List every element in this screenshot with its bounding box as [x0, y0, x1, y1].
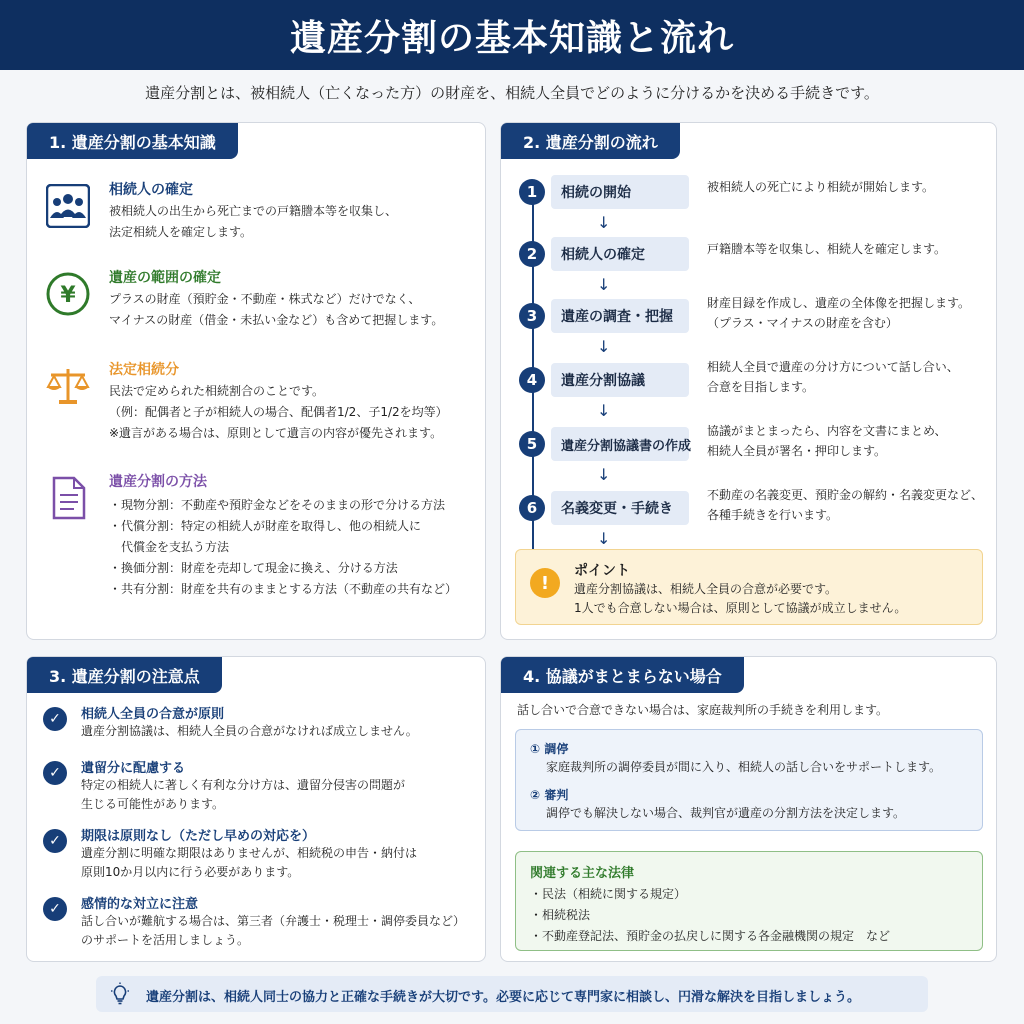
- yen-icon: [45, 271, 91, 317]
- flow-step: [519, 424, 989, 487]
- page-title: 遺産分割の基本知識と流れ: [0, 0, 1024, 70]
- knowledge-body: 被相続人の出生から死亡までの戸籍謄本等を収集し、 法定相続人を確定します。: [109, 204, 398, 239]
- step-label: 遺産分割協議: [551, 363, 689, 397]
- court-procedures-box: [515, 729, 983, 831]
- step-description: 戸籍謄本等を収集し、相続人を確定します。: [707, 242, 947, 256]
- flow-step: [519, 296, 989, 359]
- document-icon: [45, 475, 91, 521]
- step-description: 被相続人の死亡により相続が開始します。: [707, 180, 935, 194]
- caution-heading: 期限は原則なし（ただし早めの対応を）: [81, 829, 316, 844]
- knowledge-body: 民法で定められた相続割合のことです。 （例：配偶者と子が相続人の場合、配偶者1/2、子1/2を均等） ※遺言がある場合は、原則として遺言の内容が優先されます。: [109, 384, 448, 440]
- arrow-down-icon: ↓: [597, 529, 611, 548]
- step-number: 6: [519, 495, 545, 521]
- arrow-down-icon: ↓: [597, 401, 611, 420]
- step-description: 協議がまとまったら、内容を文書にまとめ、 相続人全員が署名・押印します。: [707, 424, 947, 458]
- check-icon: ✓: [43, 829, 67, 853]
- related-laws-list: ・民法（相続に関する規定） ・相続税法 ・不動産登記法、預貯金の払戻しに関する各金融機関の規定 など: [530, 887, 891, 943]
- flow-step: [519, 488, 989, 551]
- step-number: 5: [519, 431, 545, 457]
- knowledge-heading: 相続人の確定: [109, 182, 193, 198]
- lightbulb-icon: [108, 982, 132, 1006]
- arrow-down-icon: ↓: [597, 465, 611, 484]
- step-number: 1: [519, 179, 545, 205]
- caution-body: 特定の相続人に著しく有利な分け方は、遺留分侵害の問題が 生じる可能性があります。: [81, 778, 406, 811]
- point-callout: [515, 549, 983, 625]
- step-description: 相続人全員で遺産の分け方について話し合い、 合意を目指します。: [707, 360, 959, 394]
- footer-banner: [96, 976, 928, 1012]
- section-flow: [500, 122, 997, 640]
- section-cautions: [26, 656, 486, 962]
- caution-body: 話し合いが難航する場合は、第三者（弁護士・税理士・調停委員など） のサポートを活用しましょう。: [81, 914, 466, 947]
- knowledge-heading: 遺産の範囲の確定: [109, 270, 221, 286]
- check-icon: ✓: [43, 761, 67, 785]
- caution-heading: 遺留分に配慮する: [81, 761, 186, 776]
- step-number: 3: [519, 303, 545, 329]
- caution-heading: 感情的な対立に注意: [81, 897, 199, 912]
- procedure-body: 調停でも解決しない場合、裁判官が遺産の分割方法を決定します。: [546, 806, 906, 820]
- flow-step: [519, 237, 989, 297]
- flow-step: [519, 360, 989, 423]
- step-label: 遺産分割協議書の作成: [551, 427, 689, 461]
- step-label: 相続人の確定: [551, 237, 689, 271]
- intro-text: 遺産分割とは、被相続人（亡くなった方）の財産を、相続人全員でどのように分けるかを決める手続きです。: [145, 84, 879, 102]
- section-title: 3. 遺産分割の注意点: [27, 657, 222, 693]
- knowledge-heading: 遺産分割の方法: [109, 474, 207, 490]
- section-lead: 話し合いで合意できない場合は、家庭裁判所の手続きを利用します。: [517, 703, 889, 717]
- knowledge-body: ・現物分割：不動産や預貯金などをそのままの形で分ける方法 ・代償分割：特定の相続人が財産を取得し、他の相続人に 代償金を支払う方法 ・換価分割：財産を売却して現金に換え、分ける方法 ・共有分割：財産を共有のままとする方法（不動産の共有など）: [109, 498, 458, 596]
- section-title: 2. 遺産分割の流れ: [501, 123, 680, 159]
- knowledge-body: プラスの財産（預貯金・不動産・株式など）だけでなく、 マイナスの財産（借金・未払い金など）も含めて把握します。: [109, 292, 444, 327]
- procedure-heading: ① 調停: [530, 742, 569, 756]
- exclamation-icon: !: [530, 568, 560, 598]
- procedure-heading: ② 審判: [530, 788, 569, 802]
- knowledge-heading: 法定相続分: [109, 362, 179, 378]
- step-description: 不動産の名義変更、預貯金の解約・名義変更など、 各種手続きを行います。: [707, 488, 984, 522]
- check-icon: ✓: [43, 707, 67, 731]
- arrow-down-icon: ↓: [597, 213, 611, 232]
- step-label: 遺産の調査・把握: [551, 299, 689, 333]
- people-icon: [45, 183, 91, 229]
- step-number: 2: [519, 241, 545, 267]
- footer-text: 遺産分割は、相続人同士の協力と正確な手続きが大切です。必要に応じて専門家に相談し、円滑な解決を目指しましょう。: [146, 990, 860, 1005]
- section-title: 1. 遺産分割の基本知識: [27, 123, 238, 159]
- step-label: 相続の開始: [551, 175, 689, 209]
- caution-heading: 相続人全員の合意が原則: [81, 707, 225, 722]
- step-label: 名義変更・手続き: [551, 491, 689, 525]
- section-no-agreement: [500, 656, 997, 962]
- check-icon: ✓: [43, 897, 67, 921]
- caution-body: 遺産分割に明確な期限はありませんが、相続税の申告・納付は 原則10か月以内に行う必要があります。: [81, 846, 418, 879]
- related-laws-box: [515, 851, 983, 951]
- scale-icon: [45, 363, 91, 409]
- section-title: 4. 協議がまとまらない場合: [501, 657, 744, 693]
- step-number: 4: [519, 367, 545, 393]
- caution-body: 遺産分割協議は、相続人全員の合意がなければ成立しません。: [81, 724, 418, 738]
- section-basic-knowledge: [26, 122, 486, 640]
- arrow-down-icon: ↓: [597, 337, 611, 356]
- svg-text:¥: ¥: [60, 283, 76, 308]
- procedure-body: 家庭裁判所の調停委員が間に入り、相続人の話し合いをサポートします。: [546, 760, 942, 774]
- related-laws-title: 関連する主な法律: [530, 866, 635, 881]
- point-title: ポイント: [574, 563, 630, 579]
- step-description: 財産目録を作成し、遺産の全体像を把握します。 （プラス・マイナスの財産を含む）: [707, 296, 971, 330]
- point-body: 遺産分割協議は、相続人全員の合意が必要です。 1人でも合意しない場合は、原則として協議が成立しません。: [574, 582, 907, 615]
- flow-step: [519, 175, 989, 235]
- arrow-down-icon: ↓: [597, 275, 611, 294]
